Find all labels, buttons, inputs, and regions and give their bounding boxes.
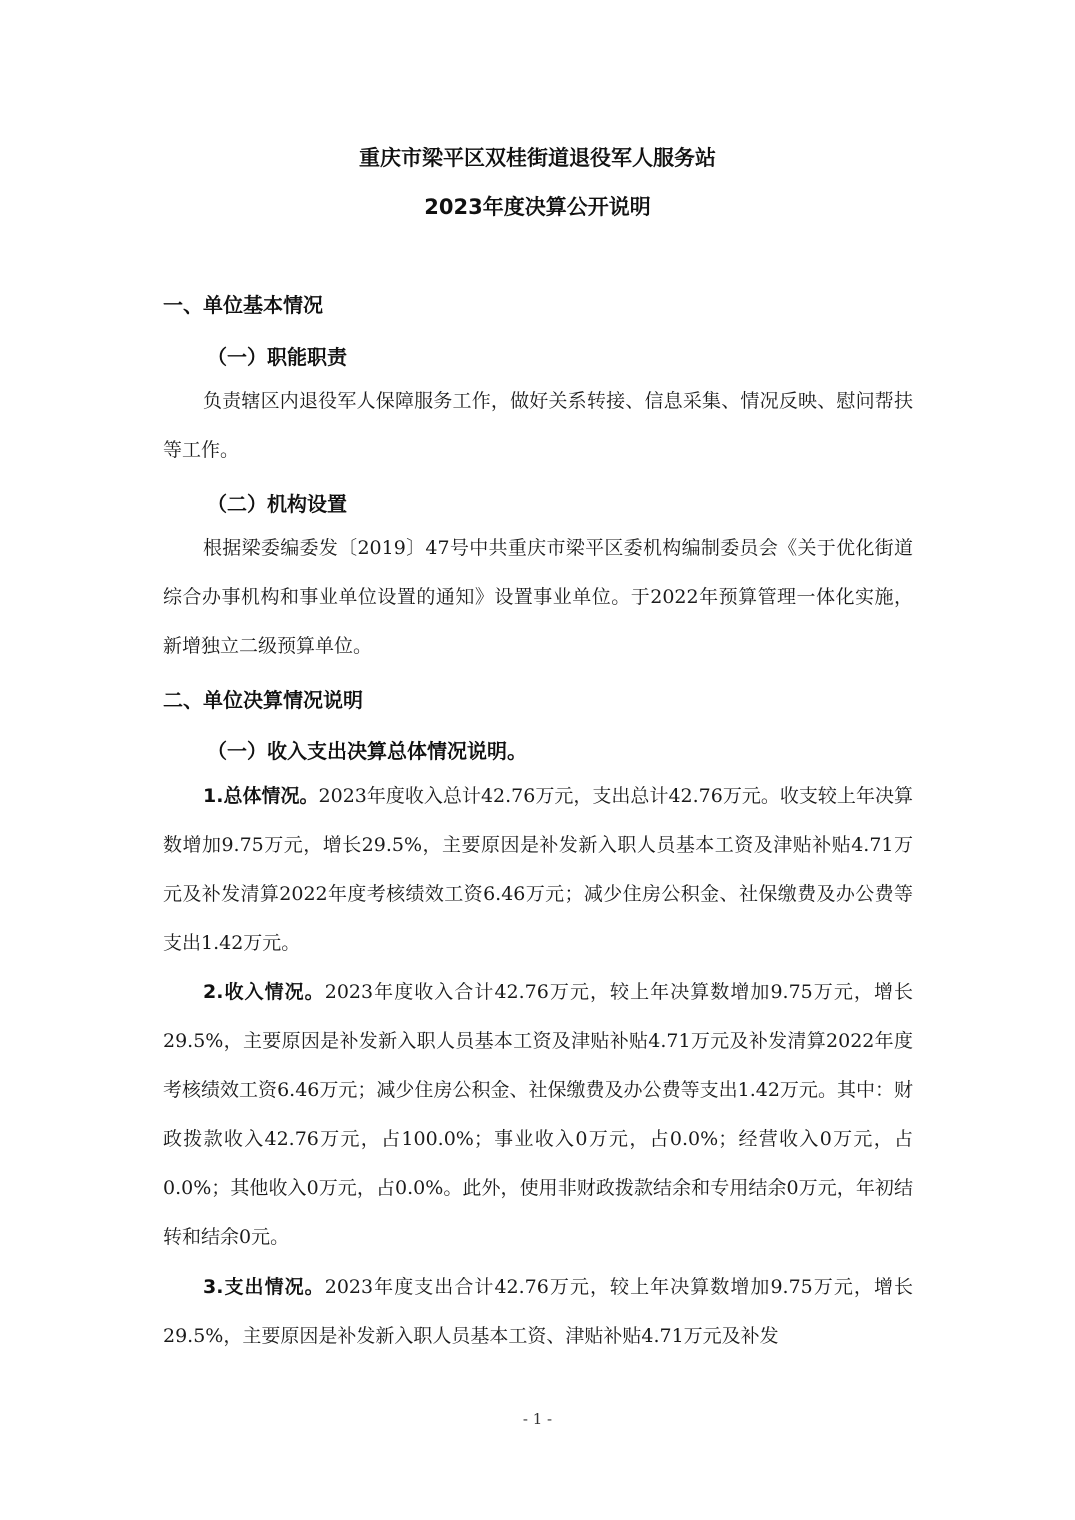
- item2-paragraph: [163, 968, 913, 1262]
- section2-sub1-heading: （一）收入支出决算总体情况说明。: [207, 739, 527, 763]
- section1-sub2-paragraph: 根据梁委编委发〔2019〕47号中共重庆市梁平区委机构编制委员会《关于优化街道综合办事机构和事业单位设置的通知》设置事业单位。于2022年预算管理一体化实施，新增独立二级预算单位。: [163, 537, 913, 657]
- item3-text: 2023年度支出合计42.76万元，较上年决算数增加9.75万元，增长29.5%，主要原因是补发新入职人员基本工资、津贴补贴4.71万元及补发: [163, 1276, 913, 1347]
- document-title-line2: 2023年度决算公开说明: [424, 195, 651, 219]
- item2-text: 2023年度收入合计42.76万元，较上年决算数增加9.75万元，增长29.5%，主要原因是补发新入职人员基本工资及津贴补贴4.71万元及补发清算2022年度考核绩效工资6.46万元；减少住房公积金、社保缴费及办公费等支出1.42万元。其中：财政拨款收入42.76万元，占100.0%；事业收入0万元，占0.0%；经营收入0万元，占0.0%；其他收入0万元，占0.0%。此外，使用非财政拨款结余和专用结余0万元，年初结转和结余0元。: [163, 981, 913, 1248]
- document-title-line1: 重庆市梁平区双桂街道退役军人服务站: [359, 146, 716, 170]
- section1-sub2-heading: （二）机构设置: [207, 492, 347, 516]
- item1-lead: 1.总体情况。: [203, 785, 319, 807]
- section2-heading: 二、单位决算情况说明: [163, 688, 363, 712]
- item3-paragraph: [163, 1263, 913, 1361]
- item3-lead: 3.支出情况。: [203, 1276, 325, 1298]
- section1-sub1-paragraph: 负责辖区内退役军人保障服务工作，做好关系转接、信息采集、情况反映、慰问帮扶等工作。: [163, 390, 913, 461]
- page-number: - 1 -: [522, 1410, 553, 1428]
- item1-paragraph: [163, 772, 913, 968]
- section1-heading: 一、单位基本情况: [163, 293, 323, 317]
- item2-lead: 2.收入情况。: [203, 981, 325, 1003]
- item1-text: 2023年度收入总计42.76万元，支出总计42.76万元。收支较上年决算数增加9.75万元，增长29.5%，主要原因是补发新入职人员基本工资及津贴补贴4.71万元及补发清算2022年度考核绩效工资6.46万元；减少住房公积金、社保缴费及办公费等支出1.42万元。: [163, 785, 913, 954]
- section1-sub1-heading: （一）职能职责: [207, 345, 347, 369]
